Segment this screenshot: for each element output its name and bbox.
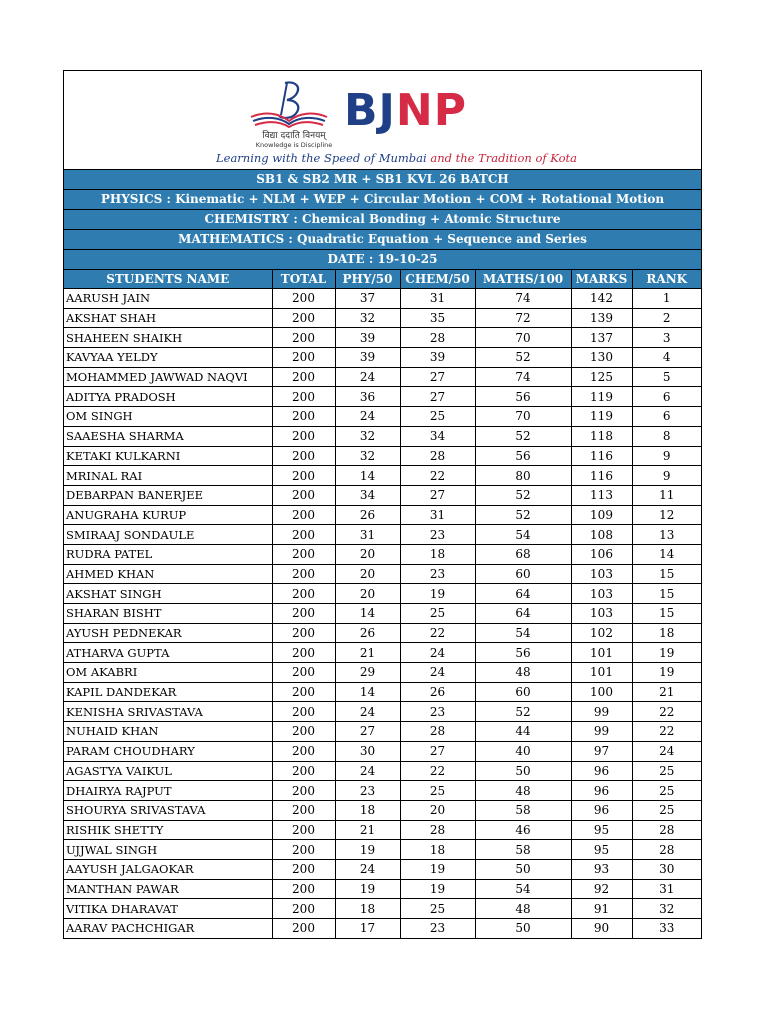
cell-phy-score: 18	[335, 800, 400, 820]
cell-marks: 118	[571, 426, 632, 446]
table-row	[64, 840, 701, 860]
cell-rank: 18	[632, 623, 701, 643]
cell-chem-score: 39	[400, 348, 475, 368]
cell-student-name: AARAV PACHCHIGAR	[64, 919, 272, 938]
cell-rank: 15	[632, 584, 701, 604]
cell-rank: 33	[632, 919, 701, 938]
maths-syllabus: MATHEMATICS : Quadratic Equation + Sequence and Series	[64, 230, 701, 250]
cell-marks: 92	[571, 879, 632, 899]
cell-rank: 3	[632, 328, 701, 348]
table-row	[64, 387, 701, 407]
table-row	[64, 800, 701, 820]
cell-rank: 6	[632, 407, 701, 427]
table-row	[64, 761, 701, 781]
cell-phy-score: 23	[335, 781, 400, 801]
table-row	[64, 741, 701, 761]
cell-phy-score: 30	[335, 741, 400, 761]
cell-phy-score: 20	[335, 564, 400, 584]
cell-chem-score: 28	[400, 328, 475, 348]
cell-student-name: AYUSH PEDNEKAR	[64, 623, 272, 643]
cell-student-name: ANUGRAHA KURUP	[64, 505, 272, 525]
logo-english-motto: Knowledge is Discipline	[255, 141, 333, 149]
cell-phy-score: 24	[335, 859, 400, 879]
cell-chem-score: 25	[400, 899, 475, 919]
cell-rank: 15	[632, 604, 701, 624]
cell-student-name: SHARAN BISHT	[64, 604, 272, 624]
tagline	[216, 151, 577, 165]
cell-marks: 103	[571, 584, 632, 604]
cell-maths-score: 68	[475, 544, 571, 564]
cell-maths-score: 44	[475, 722, 571, 742]
cell-phy-score: 14	[335, 682, 400, 702]
cell-marks: 113	[571, 485, 632, 505]
cell-rank: 19	[632, 643, 701, 663]
cell-student-name: SHAHEEN SHAIKH	[64, 328, 272, 348]
cell-marks: 101	[571, 643, 632, 663]
results-table	[64, 270, 701, 938]
cell-rank: 8	[632, 426, 701, 446]
cell-rank: 15	[632, 564, 701, 584]
cell-total: 200	[272, 407, 335, 427]
cell-total: 200	[272, 544, 335, 564]
table-row	[64, 328, 701, 348]
table-row	[64, 446, 701, 466]
cell-student-name: PARAM CHOUDHARY	[64, 741, 272, 761]
table-row	[64, 308, 701, 328]
logo-hindi-motto: विद्या ददाति विनयम्	[262, 131, 326, 141]
column-header-rank: RANK	[632, 270, 701, 289]
cell-chem-score: 27	[400, 387, 475, 407]
cell-total: 200	[272, 702, 335, 722]
cell-student-name: RUDRA PATEL	[64, 544, 272, 564]
column-header-students-name: STUDENTS NAME	[64, 270, 272, 289]
cell-total: 200	[272, 446, 335, 466]
cell-total: 200	[272, 505, 335, 525]
cell-phy-score: 21	[335, 643, 400, 663]
tagline-part-1: Learning with the Speed of Mumbai	[216, 151, 427, 165]
cell-chem-score: 25	[400, 407, 475, 427]
cell-total: 200	[272, 820, 335, 840]
cell-chem-score: 19	[400, 879, 475, 899]
cell-marks: 95	[571, 840, 632, 860]
header-logo-area	[64, 71, 701, 170]
cell-phy-score: 19	[335, 840, 400, 860]
cell-total: 200	[272, 663, 335, 683]
cell-chem-score: 24	[400, 643, 475, 663]
table-row	[64, 407, 701, 427]
cell-total: 200	[272, 781, 335, 801]
cell-student-name: KAVYAA YELDY	[64, 348, 272, 368]
table-row	[64, 505, 701, 525]
column-header-marks: MARKS	[571, 270, 632, 289]
table-row	[64, 663, 701, 683]
cell-student-name: MANTHAN PAWAR	[64, 879, 272, 899]
cell-maths-score: 40	[475, 741, 571, 761]
cell-student-name: DEBARPAN BANERJEE	[64, 485, 272, 505]
cell-phy-score: 20	[335, 544, 400, 564]
cell-rank: 25	[632, 761, 701, 781]
cell-maths-score: 46	[475, 820, 571, 840]
cell-rank: 28	[632, 840, 701, 860]
cell-phy-score: 32	[335, 308, 400, 328]
table-row	[64, 820, 701, 840]
cell-marks: 97	[571, 741, 632, 761]
chemistry-syllabus: CHEMISTRY : Chemical Bonding + Atomic Structure	[64, 210, 701, 230]
cell-marks: 96	[571, 800, 632, 820]
cell-marks: 103	[571, 604, 632, 624]
cell-total: 200	[272, 722, 335, 742]
cell-phy-score: 19	[335, 879, 400, 899]
cell-student-name: UJJWAL SINGH	[64, 840, 272, 860]
cell-student-name: MRINAL RAI	[64, 466, 272, 486]
cell-phy-score: 39	[335, 348, 400, 368]
cell-maths-score: 56	[475, 387, 571, 407]
table-row	[64, 564, 701, 584]
cell-student-name: ATHARVA GUPTA	[64, 643, 272, 663]
cell-chem-score: 23	[400, 919, 475, 938]
cell-chem-score: 24	[400, 663, 475, 683]
cell-total: 200	[272, 879, 335, 899]
cell-phy-score: 31	[335, 525, 400, 545]
cell-rank: 32	[632, 899, 701, 919]
column-header-total: TOTAL	[272, 270, 335, 289]
cell-chem-score: 25	[400, 604, 475, 624]
table-row	[64, 426, 701, 446]
cell-marks: 125	[571, 367, 632, 387]
brand-name-blue: BJ	[344, 85, 396, 136]
cell-phy-score: 24	[335, 367, 400, 387]
cell-total: 200	[272, 466, 335, 486]
table-row	[64, 348, 701, 368]
cell-chem-score: 22	[400, 761, 475, 781]
cell-student-name: OM SINGH	[64, 407, 272, 427]
cell-maths-score: 60	[475, 682, 571, 702]
cell-marks: 99	[571, 702, 632, 722]
physics-syllabus: PHYSICS : Kinematic + NLM + WEP + Circular Motion + COM + Rotational Motion	[64, 190, 701, 210]
cell-chem-score: 23	[400, 525, 475, 545]
cell-student-name: AKSHAT SHAH	[64, 308, 272, 328]
cell-marks: 106	[571, 544, 632, 564]
column-header-phy: PHY/50	[335, 270, 400, 289]
table-row	[64, 623, 701, 643]
cell-student-name: SMIRAAJ SONDAULE	[64, 525, 272, 545]
cell-chem-score: 28	[400, 446, 475, 466]
cell-maths-score: 58	[475, 800, 571, 820]
cell-total: 200	[272, 584, 335, 604]
cell-rank: 22	[632, 722, 701, 742]
cell-student-name: SHOURYA SRIVASTAVA	[64, 800, 272, 820]
cell-rank: 2	[632, 308, 701, 328]
test-date: DATE : 19-10-25	[64, 250, 701, 270]
cell-phy-score: 36	[335, 387, 400, 407]
cell-student-name: DHAIRYA RAJPUT	[64, 781, 272, 801]
cell-student-name: AKSHAT SINGH	[64, 584, 272, 604]
cell-total: 200	[272, 859, 335, 879]
cell-maths-score: 54	[475, 879, 571, 899]
table-row	[64, 919, 701, 938]
cell-maths-score: 60	[475, 564, 571, 584]
cell-phy-score: 39	[335, 328, 400, 348]
cell-chem-score: 28	[400, 820, 475, 840]
cell-maths-score: 70	[475, 328, 571, 348]
cell-phy-score: 24	[335, 761, 400, 781]
cell-marks: 100	[571, 682, 632, 702]
cell-rank: 1	[632, 289, 701, 309]
cell-phy-score: 37	[335, 289, 400, 309]
cell-total: 200	[272, 899, 335, 919]
brand-name-red: NP	[395, 85, 467, 136]
cell-chem-score: 28	[400, 722, 475, 742]
cell-maths-score: 80	[475, 466, 571, 486]
cell-marks: 93	[571, 859, 632, 879]
cell-total: 200	[272, 348, 335, 368]
cell-total: 200	[272, 741, 335, 761]
cell-total: 200	[272, 800, 335, 820]
cell-total: 200	[272, 919, 335, 938]
cell-chem-score: 19	[400, 859, 475, 879]
cell-marks: 101	[571, 663, 632, 683]
cell-rank: 31	[632, 879, 701, 899]
cell-phy-score: 27	[335, 722, 400, 742]
cell-chem-score: 26	[400, 682, 475, 702]
cell-chem-score: 31	[400, 505, 475, 525]
cell-marks: 108	[571, 525, 632, 545]
cell-student-name: ADITYA PRADOSH	[64, 387, 272, 407]
cell-student-name: MOHAMMED JAWWAD NAQVI	[64, 367, 272, 387]
batch-title: SB1 & SB2 MR + SB1 KVL 26 BATCH	[64, 170, 701, 190]
cell-maths-score: 74	[475, 367, 571, 387]
cell-maths-score: 48	[475, 899, 571, 919]
cell-chem-score: 31	[400, 289, 475, 309]
table-row	[64, 859, 701, 879]
cell-marks: 142	[571, 289, 632, 309]
cell-marks: 102	[571, 623, 632, 643]
cell-maths-score: 52	[475, 348, 571, 368]
cell-maths-score: 70	[475, 407, 571, 427]
cell-phy-score: 32	[335, 426, 400, 446]
cell-maths-score: 52	[475, 426, 571, 446]
cell-maths-score: 52	[475, 485, 571, 505]
cell-student-name: AHMED KHAN	[64, 564, 272, 584]
cell-student-name: SAAESHA SHARMA	[64, 426, 272, 446]
cell-rank: 25	[632, 781, 701, 801]
cell-student-name: AGASTYA VAIKUL	[64, 761, 272, 781]
cell-total: 200	[272, 564, 335, 584]
cell-phy-score: 26	[335, 505, 400, 525]
cell-student-name: AARUSH JAIN	[64, 289, 272, 309]
cell-rank: 28	[632, 820, 701, 840]
result-sheet	[63, 70, 702, 939]
cell-total: 200	[272, 525, 335, 545]
cell-chem-score: 27	[400, 485, 475, 505]
cell-maths-score: 64	[475, 604, 571, 624]
cell-rank: 5	[632, 367, 701, 387]
table-row	[64, 702, 701, 722]
cell-total: 200	[272, 485, 335, 505]
cell-total: 200	[272, 604, 335, 624]
cell-chem-score: 22	[400, 466, 475, 486]
cell-total: 200	[272, 289, 335, 309]
tagline-part-2: and the Tradition of Kota	[426, 151, 577, 165]
cell-maths-score: 52	[475, 505, 571, 525]
cell-phy-score: 32	[335, 446, 400, 466]
cell-chem-score: 27	[400, 741, 475, 761]
cell-total: 200	[272, 623, 335, 643]
cell-maths-score: 50	[475, 919, 571, 938]
cell-marks: 91	[571, 899, 632, 919]
cell-total: 200	[272, 643, 335, 663]
cell-rank: 24	[632, 741, 701, 761]
table-row	[64, 584, 701, 604]
cell-chem-score: 25	[400, 781, 475, 801]
cell-rank: 30	[632, 859, 701, 879]
cell-phy-score: 14	[335, 604, 400, 624]
cell-rank: 14	[632, 544, 701, 564]
cell-chem-score: 20	[400, 800, 475, 820]
cell-chem-score: 18	[400, 544, 475, 564]
cell-marks: 116	[571, 446, 632, 466]
cell-total: 200	[272, 387, 335, 407]
cell-phy-score: 24	[335, 407, 400, 427]
table-row	[64, 525, 701, 545]
cell-student-name: OM AKABRI	[64, 663, 272, 683]
cell-phy-score: 29	[335, 663, 400, 683]
cell-phy-score: 18	[335, 899, 400, 919]
cell-marks: 137	[571, 328, 632, 348]
table-row	[64, 466, 701, 486]
cell-total: 200	[272, 761, 335, 781]
results-table-body	[64, 289, 701, 938]
cell-rank: 6	[632, 387, 701, 407]
cell-maths-score: 74	[475, 289, 571, 309]
cell-rank: 12	[632, 505, 701, 525]
cell-maths-score: 54	[475, 525, 571, 545]
cell-maths-score: 50	[475, 761, 571, 781]
cell-rank: 9	[632, 466, 701, 486]
table-row	[64, 682, 701, 702]
cell-rank: 22	[632, 702, 701, 722]
cell-maths-score: 48	[475, 781, 571, 801]
table-row	[64, 485, 701, 505]
table-row	[64, 643, 701, 663]
cell-total: 200	[272, 840, 335, 860]
cell-rank: 21	[632, 682, 701, 702]
cell-marks: 96	[571, 761, 632, 781]
cell-phy-score: 17	[335, 919, 400, 938]
cell-maths-score: 72	[475, 308, 571, 328]
cell-rank: 4	[632, 348, 701, 368]
cell-student-name: RISHIK SHETTY	[64, 820, 272, 840]
table-row	[64, 781, 701, 801]
cell-marks: 103	[571, 564, 632, 584]
cell-chem-score: 19	[400, 584, 475, 604]
cell-marks: 116	[571, 466, 632, 486]
cell-marks: 99	[571, 722, 632, 742]
table-row	[64, 604, 701, 624]
cell-rank: 11	[632, 485, 701, 505]
cell-rank: 13	[632, 525, 701, 545]
cell-phy-score: 20	[335, 584, 400, 604]
table-row	[64, 367, 701, 387]
cell-chem-score: 27	[400, 367, 475, 387]
cell-student-name: KAPIL DANDEKAR	[64, 682, 272, 702]
cell-total: 200	[272, 328, 335, 348]
brand-logo-text	[344, 87, 467, 135]
cell-marks: 119	[571, 387, 632, 407]
table-row	[64, 544, 701, 564]
cell-phy-score: 14	[335, 466, 400, 486]
cell-student-name: AAYUSH JALGAOKAR	[64, 859, 272, 879]
cell-maths-score: 58	[475, 840, 571, 860]
cell-student-name: VITIKA DHARAVAT	[64, 899, 272, 919]
cell-chem-score: 23	[400, 702, 475, 722]
cell-marks: 90	[571, 919, 632, 938]
table-row	[64, 289, 701, 309]
cell-marks: 96	[571, 781, 632, 801]
cell-total: 200	[272, 308, 335, 328]
cell-maths-score: 52	[475, 702, 571, 722]
cell-maths-score: 50	[475, 859, 571, 879]
cell-chem-score: 18	[400, 840, 475, 860]
cell-maths-score: 48	[475, 663, 571, 683]
cell-marks: 119	[571, 407, 632, 427]
cell-chem-score: 23	[400, 564, 475, 584]
column-header-maths: MATHS/100	[475, 270, 571, 289]
cell-chem-score: 22	[400, 623, 475, 643]
cell-maths-score: 56	[475, 643, 571, 663]
cell-marks: 130	[571, 348, 632, 368]
cell-chem-score: 34	[400, 426, 475, 446]
cell-maths-score: 56	[475, 446, 571, 466]
cell-student-name: KENISHA SRIVASTAVA	[64, 702, 272, 722]
cell-maths-score: 64	[475, 584, 571, 604]
cell-phy-score: 26	[335, 623, 400, 643]
cell-marks: 139	[571, 308, 632, 328]
cell-total: 200	[272, 426, 335, 446]
table-row	[64, 722, 701, 742]
cell-rank: 19	[632, 663, 701, 683]
table-row	[64, 879, 701, 899]
table-row	[64, 899, 701, 919]
cell-rank: 9	[632, 446, 701, 466]
cell-chem-score: 35	[400, 308, 475, 328]
cell-phy-score: 21	[335, 820, 400, 840]
cell-marks: 95	[571, 820, 632, 840]
cell-phy-score: 24	[335, 702, 400, 722]
cell-total: 200	[272, 367, 335, 387]
cell-marks: 109	[571, 505, 632, 525]
cell-rank: 25	[632, 800, 701, 820]
column-header-chem: CHEM/50	[400, 270, 475, 289]
cell-student-name: KETAKI KULKARNI	[64, 446, 272, 466]
table-header-row	[64, 270, 701, 289]
cell-total: 200	[272, 682, 335, 702]
cell-student-name: NUHAID KHAN	[64, 722, 272, 742]
cell-phy-score: 34	[335, 485, 400, 505]
cell-maths-score: 54	[475, 623, 571, 643]
